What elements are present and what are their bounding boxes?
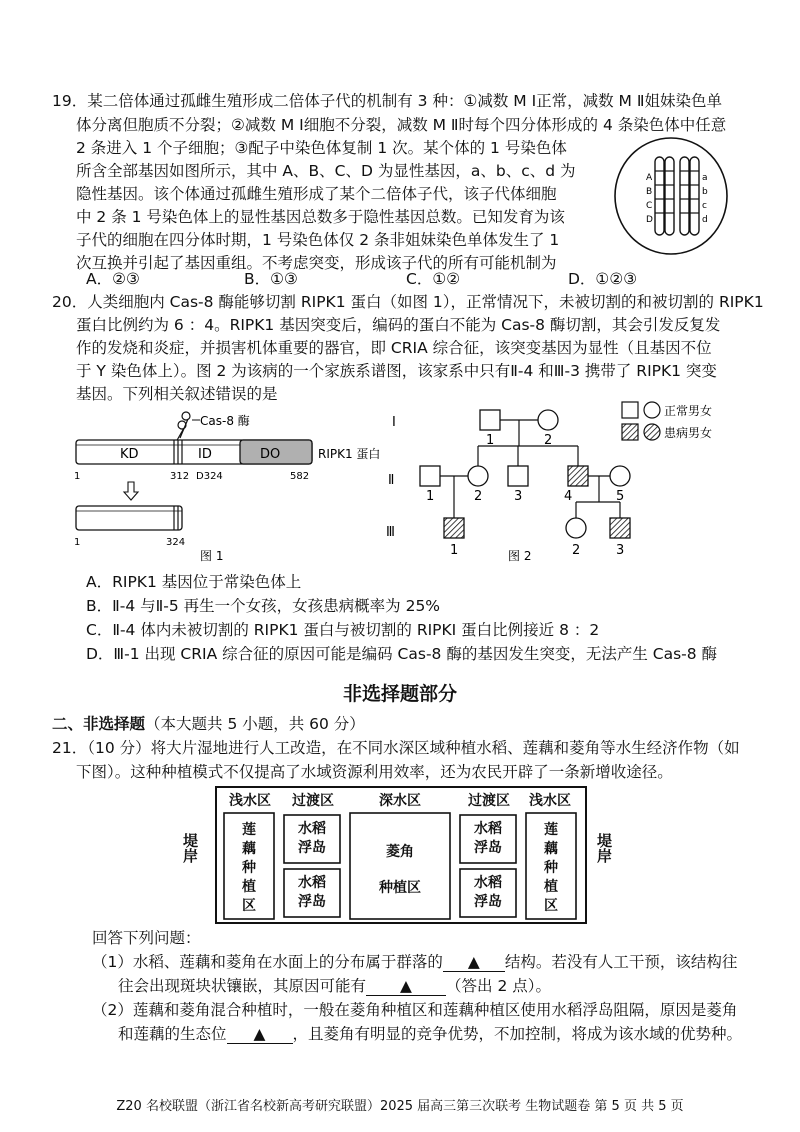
- q21-sub1-line1: [92, 951, 737, 973]
- II-3-num: 3: [514, 489, 523, 504]
- q20-option-a[interactable]: A．RIPK1 基因位于常染色体上: [86, 573, 302, 591]
- q21-sub1-b: 结构。若没有人工干预，该结构往: [504, 953, 738, 971]
- section-title: 非选择题部分: [342, 683, 457, 705]
- q19-line-1: 19．某二倍体通过孤雌生殖形成二倍体子代的机制有 3 种：①减数 M Ⅰ正常，减数 M Ⅱ姐妹染色单: [52, 92, 722, 110]
- III-2-num: 2: [572, 543, 581, 558]
- water-chestnut-label-1: 菱角: [386, 844, 414, 860]
- II-2-num: 2: [474, 489, 483, 504]
- rice-label-lt: 水稻浮岛: [298, 821, 326, 856]
- III-1-num: 1: [450, 543, 459, 558]
- q20-option-b[interactable]: B．Ⅱ-4 与Ⅱ-5 再生一个女孩，女孩患病概率为 25%: [86, 597, 441, 615]
- chromosome-right: [680, 157, 699, 235]
- pos-324: 324: [166, 537, 186, 548]
- pos-d324: D324: [196, 471, 223, 482]
- gene-A: A: [646, 173, 653, 183]
- legend-affected-male: [622, 424, 638, 440]
- q20-figure-1: [70, 408, 400, 568]
- water-chestnut-label-2: 种植区: [379, 880, 421, 896]
- gen-I-label: Ⅰ: [392, 415, 396, 430]
- II-4-male-affected: [568, 466, 588, 486]
- I-1-male: [480, 410, 500, 430]
- I-1-num: 1: [486, 433, 495, 448]
- q20-line-2: 蛋白比例约为 6 ：4。RIPK1 基因突变后，编码的蛋白不能为 Cas-8 酶切割，其会引发反复发: [76, 316, 721, 334]
- q19-option-c[interactable]: C．①②: [406, 270, 461, 288]
- I-2-num: 2: [544, 433, 553, 448]
- II-5-female: [610, 466, 630, 486]
- legend-normal-label: 正常男女: [664, 404, 713, 418]
- q21-blank-1[interactable]: ▲: [443, 953, 505, 972]
- q21-sub2-line1: （2）莲藕和菱角混合种植时，一般在菱角种植区和莲藕种植区使用水稻浮岛阻隔，原因是菱角: [92, 1001, 738, 1019]
- legend-normal-male: [622, 402, 638, 418]
- q20-line-3: 作的发烧和炎症，并损害机体重要的器官，即 CRIA 综合征，该突变基因为显性（且基因不位: [76, 339, 712, 357]
- part2-heading-rest: （本大题共 5 小题，共 60 分）: [145, 715, 365, 733]
- q21-line-2: 下图）。这种种植模式不仅提高了水域资源利用效率，还为农民开辟了一条新增收途径。: [76, 763, 673, 781]
- pos-312: 312: [170, 471, 190, 482]
- II-2-female: [468, 466, 488, 486]
- III-1-male-affected: [444, 518, 464, 538]
- II-1-male: [420, 466, 440, 486]
- header-shallow-left: 浅水区: [229, 793, 271, 809]
- rice-label-rt: 水稻浮岛: [474, 821, 502, 856]
- q19-option-a[interactable]: A．②③: [86, 270, 140, 288]
- q19-option-b[interactable]: B．①③: [244, 270, 298, 288]
- lotus-label-right: 莲藕种植区: [544, 822, 558, 914]
- protein-label: RIPK1 蛋白: [318, 447, 381, 461]
- shore-left: 堤岸: [181, 833, 199, 863]
- chromosome-left: [655, 157, 674, 235]
- q20-option-d[interactable]: D．Ⅲ-1 出现 CRIA 综合征的原因可能是编码 Cas-8 酶的基因发生突变，无法产生 Cas-8 酶: [86, 645, 718, 663]
- legend-affected-label: 患病男女: [664, 426, 713, 440]
- protein-bar-cleaved: [76, 506, 182, 530]
- water-chestnut-box: [350, 813, 450, 919]
- q19-option-d[interactable]: D．①②③: [568, 270, 638, 288]
- gene-a: a: [702, 173, 708, 183]
- q19-line-6: 中 2 条 1 号染色体上的显性基因总数多于隐性基因总数。已知发育为该: [76, 208, 565, 226]
- III-3-num: 3: [616, 543, 625, 558]
- q20-line-5: 基因。下列相关叙述错误的是: [76, 385, 278, 403]
- gene-d: d: [702, 215, 708, 225]
- q19-chromosome-figure: [612, 135, 730, 257]
- pos-1b: 1: [74, 537, 81, 548]
- q21-line-1: 21．（10 分）将大片湿地进行人工改造，在不同水深区域种植水稻、莲藕和菱角等水生经济作物（如: [52, 739, 740, 757]
- q19-line-2: 体分离但胞质不分裂；②减数 M Ⅰ细胞不分裂，减数 M Ⅱ时每个四分体形成的 4 条染色体中任意: [76, 116, 727, 134]
- q21-sub2-b: ，且菱角有明显的竞争优势，不加控制，将成为该水域的优势种。: [292, 1025, 743, 1043]
- header-transition-left: 过渡区: [292, 793, 334, 809]
- gen-II-label: Ⅱ: [388, 473, 395, 488]
- II-4-num: 4: [564, 489, 573, 504]
- gene-b: b: [702, 187, 708, 197]
- part2-heading-bold: 二、非选择题: [52, 715, 146, 733]
- lotus-label-left: 莲藕种植区: [242, 822, 256, 914]
- wetland-diagram: [180, 785, 626, 927]
- q19-line-7: 子代的细胞在四分体时期，1 号染色体仅 2 条非姐妹染色单体发生了 1: [76, 231, 560, 249]
- q21-sub1-line2: [118, 975, 551, 997]
- gene-c: c: [702, 201, 707, 211]
- q20-option-c[interactable]: C．Ⅱ-4 体内未被切割的 RIPK1 蛋白与被切割的 RIPKI 蛋白比例接近 8 ：2: [86, 621, 600, 639]
- q19-line-4: 所含全部基因如图所示，其中 A、B、C、D 为显性基因，a、b、c、d 为: [76, 162, 576, 180]
- II-5-num: 5: [616, 489, 625, 504]
- domain-kd-label: KD: [120, 447, 139, 462]
- domain-do-label: DO: [260, 447, 281, 462]
- page-footer: Z20 名校联盟（浙江省名校新高考研究联盟）2025 届高三第三次联考 生物试题卷 第 5 页 共 5 页: [116, 1099, 684, 1114]
- header-transition-right: 过渡区: [468, 793, 510, 809]
- q21-sub1-d: （答出 2 点）。: [446, 977, 551, 995]
- enzyme-label: Cas-8 酶: [200, 414, 250, 428]
- gen-III-label: Ⅲ: [386, 525, 395, 540]
- domain-id-label: ID: [198, 447, 212, 462]
- part2-heading: [52, 713, 365, 735]
- pos-1: 1: [74, 471, 81, 482]
- scissors-icon: [176, 412, 190, 442]
- pos-582: 582: [290, 471, 310, 482]
- rice-label-lb: 水稻浮岛: [298, 875, 326, 910]
- q20-figure-2: [380, 398, 740, 568]
- II-1-num: 1: [426, 489, 435, 504]
- shore-right: 堤岸: [595, 833, 613, 863]
- arrow-down-icon: [124, 482, 138, 500]
- q19-line-3: 2 条进入 1 个子细胞；③配子中染色体复制 1 次。某个体的 1 号染色体: [76, 139, 567, 157]
- q21-blank-3[interactable]: ▲: [227, 1025, 293, 1044]
- q20-line-4: 于 Y 染色体上）。图 2 为该病的一个家族系谱图，该家系中只有Ⅱ-4 和Ⅲ-3 携带了 RIPK1 突变: [76, 362, 717, 380]
- q21-prompt: 回答下列问题：: [92, 929, 201, 947]
- II-3-male: [508, 466, 528, 486]
- q21-sub2-line2: [118, 1023, 742, 1045]
- III-2-female: [566, 518, 586, 538]
- q21-sub1-a: （1）水稻、莲藕和菱角在水面上的分布属于群落的: [92, 953, 443, 971]
- fig1-caption: 图 1: [200, 549, 224, 563]
- legend-normal-female: [644, 402, 660, 418]
- I-2-female: [538, 410, 558, 430]
- header-deep: 深水区: [379, 793, 421, 809]
- q21-sub2-a: 和莲藕的生态位: [118, 1025, 227, 1043]
- legend-affected-female: [644, 424, 660, 440]
- q20-line-1: 20．人类细胞内 Cas-8 酶能够切割 RIPK1 蛋白（如图 1），正常情况下，未被切割的和被切割的 RIPK1: [52, 293, 764, 311]
- gene-B: B: [646, 187, 653, 197]
- gene-D: D: [646, 215, 653, 225]
- q19-line-8: 次互换并引起了基因重组。不考虑突变，形成该子代的所有可能机制为: [76, 254, 557, 272]
- III-3-male-affected: [610, 518, 630, 538]
- header-shallow-right: 浅水区: [529, 793, 571, 809]
- fig2-caption: 图 2: [508, 549, 532, 563]
- q21-blank-2[interactable]: ▲: [366, 977, 446, 996]
- q21-sub1-c: 往会出现斑块状镶嵌，其原因可能有: [118, 977, 367, 995]
- rice-label-rb: 水稻浮岛: [474, 875, 502, 910]
- q19-line-5: 隐性基因。该个体通过孤雌生殖形成了某个二倍体子代，该子代体细胞: [76, 185, 557, 203]
- gene-C: C: [646, 201, 653, 211]
